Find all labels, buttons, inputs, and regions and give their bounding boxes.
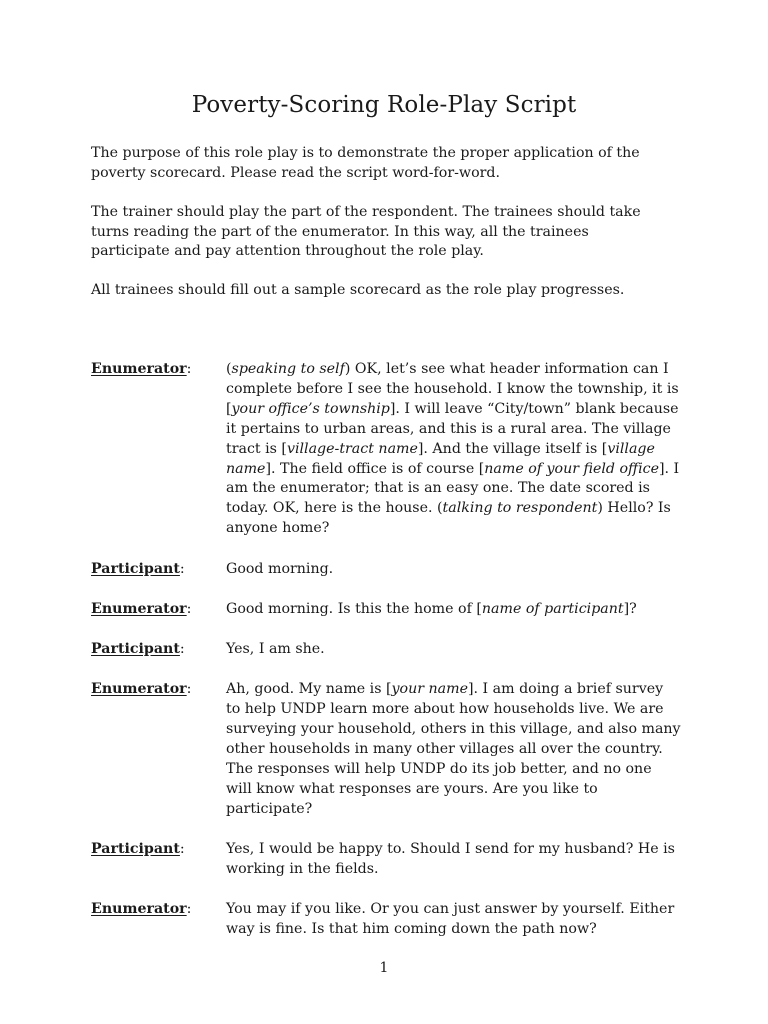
- line-placeholder: your name: [391, 681, 468, 698]
- line-text: (: [226, 361, 232, 377]
- dialogue-turn: [91, 600, 681, 620]
- spoken-line: [226, 900, 681, 940]
- speaker-label: Enumerator:: [91, 361, 192, 377]
- intro-paragraph-roles: The trainer should play the part of the respondent. The trainees should take turns reading the part of the enumerator. In this way, all the trainees participate and pay attention throughout the role play.: [91, 204, 641, 260]
- line-placeholder: talking to respondent: [442, 500, 598, 517]
- line-text: You may if you like. Or you can just answer by yourself. Either way is fine. Is that him coming down the path now?: [226, 901, 675, 938]
- spoken-line: [226, 680, 681, 819]
- speaker-name: Enumerator: [91, 600, 187, 617]
- speaker-label: Participant:: [91, 641, 185, 658]
- line-text: ) Hello? Is anyone home?: [226, 500, 671, 537]
- dialogue-script: [91, 360, 681, 961]
- line-text: Good morning.: [226, 560, 334, 577]
- line-text: ]. And the village itself is [: [417, 440, 608, 457]
- line-text: ]?: [623, 600, 637, 617]
- page-number: 1: [379, 960, 389, 976]
- intro-paragraph-purpose: The purpose of this role play is to demonstrate the proper application of the poverty scorecard. Please read the script word-for-word.: [91, 145, 640, 181]
- line-text: ]. I am doing a brief survey to help UNDP learn more about how households live. We are surveying your household, others in this village, and also many other households in many other villages all over the country. The responses will help UNDP do its job better, and no one will know what responses are yours. Are you like to participate?: [226, 681, 681, 817]
- line-text: ) OK, let’s see what header information can I complete before I see the household. I know the township, it is [: [226, 361, 679, 417]
- dialogue-turn: [91, 900, 681, 940]
- spoken-line: [226, 840, 681, 880]
- line-placeholder: speaking to self: [231, 361, 345, 377]
- line-placeholder: name of participant: [481, 600, 624, 617]
- line-text: ]. I am the enumerator; that is an easy one. The date scored is today. OK, here is the house. (: [226, 460, 680, 517]
- line-placeholder: your office’s township: [231, 400, 390, 417]
- line-text: Yes, I would be happy to. Should I send for my husband? He is working in the fields.: [226, 841, 675, 878]
- document-title: Poverty-Scoring Role-Play Script: [191, 92, 577, 118]
- line-placeholder: village name: [226, 440, 655, 477]
- spoken-line: [226, 360, 681, 539]
- speaker-label: Participant:: [91, 560, 185, 577]
- dialogue-turn: [91, 680, 681, 819]
- dialogue-turn: [91, 840, 681, 880]
- speaker-name: Participant: [91, 841, 180, 858]
- dialogue-turn: [91, 560, 681, 580]
- speaker-name: Participant: [91, 560, 180, 577]
- speaker-name: Enumerator: [91, 681, 187, 698]
- line-text: ]. The field office is of course [: [265, 460, 485, 477]
- spoken-line: [226, 640, 681, 660]
- line-text: Good morning. Is this the home of [: [226, 600, 482, 617]
- speaker-label: Enumerator:: [91, 901, 192, 918]
- line-text: ]. I will leave “City/town” blank because it pertains to urban areas, and this is a rural area. The village tract is [: [226, 400, 679, 457]
- speaker-name: Enumerator: [91, 901, 187, 918]
- spoken-line: [226, 560, 681, 580]
- dialogue-turn: [91, 640, 681, 660]
- speaker-name: Participant: [91, 641, 180, 658]
- speaker-label: Enumerator:: [91, 681, 192, 698]
- line-text: Ah, good. My name is [: [226, 681, 392, 698]
- line-placeholder: name of your field office: [484, 460, 659, 477]
- speaker-label: Participant:: [91, 841, 185, 858]
- speaker-label: Enumerator:: [91, 600, 192, 617]
- line-text: Yes, I am she.: [226, 641, 325, 658]
- spoken-line: [226, 600, 681, 620]
- intro-paragraph-scorecard: All trainees should fill out a sample scorecard as the role play progresses.: [91, 282, 625, 298]
- line-placeholder: village-tract name: [286, 440, 418, 457]
- dialogue-turn: [91, 360, 681, 539]
- speaker-name: Enumerator: [91, 361, 187, 377]
